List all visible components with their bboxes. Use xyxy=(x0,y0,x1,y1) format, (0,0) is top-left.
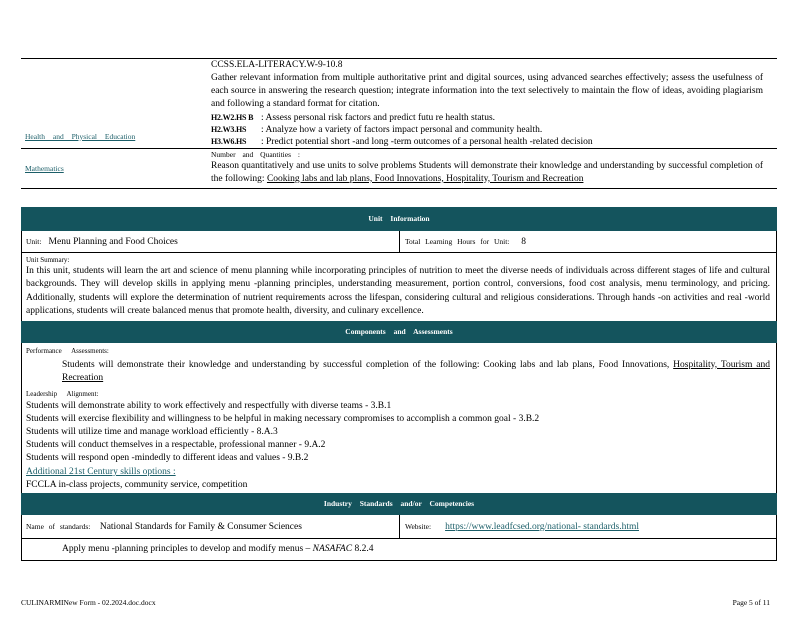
industry-standards-header: Industry Standards and/or Competencies xyxy=(21,493,777,515)
ccss-text: Gather relevant information from multiple authoritative print and digital sources, using advanced searches effectively; assess the usefulness of each source in answering the research question; integrate information into the text selectively to maintain the flow of ideas, avoiding plagiarism and following a standard format for citation. xyxy=(211,73,763,110)
apply-text xyxy=(62,544,373,554)
health-subject-label: Health and Physical Education xyxy=(25,131,136,141)
health-subject-cell xyxy=(21,59,211,148)
leadership-line: Students will utilize time and manage workload efficiently - 8.A.3 xyxy=(26,427,278,438)
leadership-line: Students will demonstrate ability to work effectively and respectfully with diverse teams - 3.B.1 xyxy=(26,400,392,411)
unit-cell xyxy=(22,231,400,252)
math-standards-cell xyxy=(211,149,777,188)
apply-standard-row xyxy=(21,539,777,561)
bullet-icon xyxy=(26,359,62,385)
website-cell xyxy=(400,515,776,538)
math-subject-cell xyxy=(21,149,211,188)
unit-information-table xyxy=(21,207,777,561)
hs-text: : Analyze how a variety of factors impact personal and community health. xyxy=(261,124,543,135)
leadership-line: Students will exercise flexibility and willingness to be helpful in making necessary compromises to accomplish a common goal - 3.B.2 xyxy=(26,413,540,424)
unit-summary xyxy=(21,253,777,321)
apply-code: 8.2.4 xyxy=(352,544,374,555)
components-section xyxy=(21,343,777,493)
health-standards-cell xyxy=(211,59,777,148)
fccla-text: FCCLA in-class projects, community service, competition xyxy=(26,479,248,490)
performance-bullet xyxy=(26,359,770,385)
industry-standards-row xyxy=(21,515,777,539)
standards-table xyxy=(21,58,777,189)
ccss-code: CCSS.ELA-LITERACY.W-9-10.8 xyxy=(211,60,343,70)
number-quantities-heading: Number and Quantities : xyxy=(211,149,300,159)
hs-code: H3.W6.HS xyxy=(211,136,247,146)
footer-document-name: CULINARMINew Form - 02.2024.doc.docx xyxy=(21,598,156,607)
hs-standard-1 xyxy=(211,112,763,124)
standards-name-label: Name of standards: xyxy=(26,521,91,531)
unit-value: Menu Planning and Food Choices xyxy=(48,237,178,247)
apply-text-plain: Apply menu -planning principles to develop and modify menus – xyxy=(62,544,313,555)
math-subject-label: Mathematics xyxy=(25,163,64,173)
hs-standard-3 xyxy=(211,136,763,148)
unit-summary-text: In this unit, students will learn the art and science of menu planning while incorporating principles of nutrition to meet the diverse needs of individuals across different stages of life and cultural backgrounds. They will develop skills in applying menu -planning principles, understanding measurement, portion control, conversions, food cost analysis, menu terminology, and pricing. Additionally, students will explore the determination of nutrient requirements across the lifespan, considering cultural and religious considerations. Through hands -on activities and real -world applications, students will create balanced menus that promote health, diversity, and culinary excellence. xyxy=(26,266,770,317)
apply-text-italic: NASAFAC xyxy=(312,544,353,555)
performance-text xyxy=(62,359,770,385)
hs-text: : Predict potential short -and long -term outcomes of a personal health -related decision xyxy=(261,136,593,147)
hs-standard-2 xyxy=(211,124,763,136)
performance-text-plain: Students will demonstrate their knowledge and understanding by successful completion of the following: Cooking labs and lab plans, Food Innovations, xyxy=(62,359,674,370)
leadership-line: Students will respond open -mindedly to different ideas and values - 9.B.2 xyxy=(26,453,309,464)
hs-code: H2.W3.HS xyxy=(211,124,247,134)
footer-page-number: Page 5 of 11 xyxy=(732,598,770,607)
hours-label: Total Learning Hours for Unit: xyxy=(405,237,510,246)
math-standards-row xyxy=(21,149,777,189)
unit-information-header: Unit Information xyxy=(21,207,777,231)
standards-name-cell xyxy=(22,515,400,538)
unit-label: Unit: xyxy=(26,237,42,246)
math-text xyxy=(211,160,763,188)
math-text-plain: Reason quantitatively and use units to solve problems Students will demonstrate their knowledge and understanding by successful completion of the following: xyxy=(211,160,763,184)
hs-text: : Assess personal risk factors and predict futu re health status. xyxy=(261,112,496,123)
health-standards-row xyxy=(21,59,777,149)
website-link[interactable]: https://www.leadfcsed.org/national- standards.html xyxy=(445,521,639,532)
additional-skills-link[interactable]: Additional 21st Century skills options : xyxy=(26,466,176,477)
standards-name-value: National Standards for Family & Consumer Sciences xyxy=(99,521,302,532)
leadership-line: Students will conduct themselves in a respectable, professional manner - 9.A.2 xyxy=(26,440,326,451)
unit-summary-label: Unit Summary: xyxy=(26,256,70,264)
components-assessments-header: Components and Assessments xyxy=(21,321,777,343)
website-label: Website: xyxy=(405,521,432,531)
performance-text-underlined: Hospitality, Tourism and Recreation xyxy=(62,359,770,383)
hours-value: 8 xyxy=(521,237,526,247)
unit-row xyxy=(21,231,777,253)
hours-cell xyxy=(400,231,776,252)
leadership-alignment-label: Leadership Alignment: xyxy=(26,389,99,398)
hs-code: H2.W2.HS B xyxy=(211,112,254,122)
math-text-underlined: Cooking labs and lab plans, Food Innovations, Hospitality, Tourism and Recreation xyxy=(266,173,584,184)
performance-assessments-label: Performance Assessments: xyxy=(26,346,109,355)
